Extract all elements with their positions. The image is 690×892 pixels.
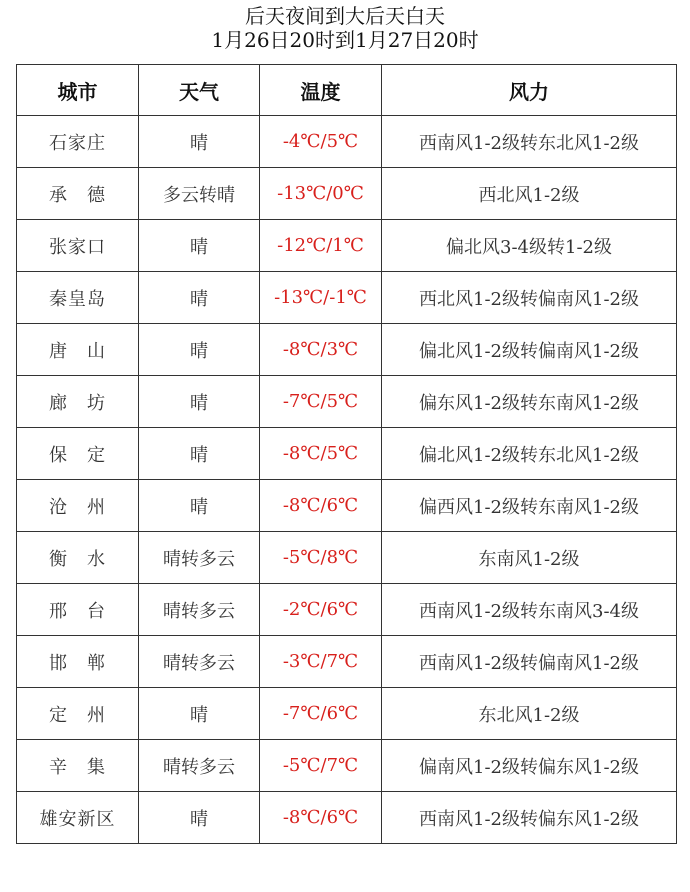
city-cell: 辛 集 [17, 740, 139, 792]
city-cell: 沧 州 [17, 480, 139, 532]
table-row [17, 168, 677, 220]
temperature-cell: -5℃/8℃ [260, 532, 382, 584]
temperature-cell: -8℃/6℃ [260, 480, 382, 532]
city-cell: 邢 台 [17, 584, 139, 636]
weather-cell: 晴 [139, 688, 260, 740]
city-cell: 雄安新区 [17, 792, 139, 844]
wind-cell: 偏北风3-4级转1-2级 [382, 220, 677, 272]
wind-cell: 偏北风1-2级转偏南风1-2级 [382, 324, 677, 376]
weather-cell: 晴 [139, 220, 260, 272]
column-header-wind: 风力 [382, 65, 677, 116]
table-row [17, 636, 677, 688]
city-cell: 廊 坊 [17, 376, 139, 428]
wind-cell: 偏东风1-2级转东南风1-2级 [382, 376, 677, 428]
forecast-header [0, 4, 690, 52]
weather-cell: 晴 [139, 480, 260, 532]
city-cell: 邯 郸 [17, 636, 139, 688]
city-cell: 唐 山 [17, 324, 139, 376]
city-cell: 秦皇岛 [17, 272, 139, 324]
wind-cell: 东北风1-2级 [382, 688, 677, 740]
temperature-cell: -8℃/5℃ [260, 428, 382, 480]
table-row [17, 584, 677, 636]
table-body [17, 116, 677, 844]
table-row [17, 428, 677, 480]
table-row [17, 116, 677, 168]
wind-cell: 偏南风1-2级转偏东风1-2级 [382, 740, 677, 792]
forecast-title: 后天夜间到大后天白天 [245, 4, 445, 28]
wind-cell: 西南风1-2级转东北风1-2级 [382, 116, 677, 168]
weather-cell: 晴 [139, 792, 260, 844]
table-row [17, 792, 677, 844]
weather-cell: 晴 [139, 376, 260, 428]
table-row [17, 376, 677, 428]
temperature-cell: -8℃/3℃ [260, 324, 382, 376]
city-cell: 衡 水 [17, 532, 139, 584]
table-row [17, 688, 677, 740]
column-header-temperature: 温度 [260, 65, 382, 116]
city-cell: 石家庄 [17, 116, 139, 168]
weather-cell: 晴 [139, 324, 260, 376]
table-row [17, 532, 677, 584]
weather-cell: 晴 [139, 272, 260, 324]
city-cell: 承 德 [17, 168, 139, 220]
temperature-cell: -13℃/-1℃ [260, 272, 382, 324]
city-cell: 保 定 [17, 428, 139, 480]
table-row [17, 480, 677, 532]
table-row [17, 220, 677, 272]
city-cell: 定 州 [17, 688, 139, 740]
table-header [17, 65, 677, 116]
temperature-cell: -3℃/7℃ [260, 636, 382, 688]
wind-cell: 偏北风1-2级转东北风1-2级 [382, 428, 677, 480]
table-row [17, 272, 677, 324]
city-cell: 张家口 [17, 220, 139, 272]
temperature-cell: -7℃/5℃ [260, 376, 382, 428]
temperature-cell: -2℃/6℃ [260, 584, 382, 636]
forecast-table [16, 64, 677, 844]
wind-cell: 西北风1-2级 [382, 168, 677, 220]
weather-cell: 晴 [139, 116, 260, 168]
weather-cell: 晴转多云 [139, 532, 260, 584]
weather-cell: 晴 [139, 428, 260, 480]
wind-cell: 西北风1-2级转偏南风1-2级 [382, 272, 677, 324]
table-row [17, 324, 677, 376]
temperature-cell: -8℃/6℃ [260, 792, 382, 844]
wind-cell: 偏西风1-2级转东南风1-2级 [382, 480, 677, 532]
column-header-city: 城市 [17, 65, 139, 116]
temperature-cell: -12℃/1℃ [260, 220, 382, 272]
temperature-cell: -5℃/7℃ [260, 740, 382, 792]
wind-cell: 东南风1-2级 [382, 532, 677, 584]
weather-cell: 多云转晴 [139, 168, 260, 220]
weather-cell: 晴转多云 [139, 740, 260, 792]
column-header-weather: 天气 [139, 65, 260, 116]
temperature-cell: -13℃/0℃ [260, 168, 382, 220]
weather-cell: 晴转多云 [139, 584, 260, 636]
wind-cell: 西南风1-2级转东南风3-4级 [382, 584, 677, 636]
table-row [17, 740, 677, 792]
weather-cell: 晴转多云 [139, 636, 260, 688]
header-row [17, 65, 677, 116]
temperature-cell: -7℃/6℃ [260, 688, 382, 740]
wind-cell: 西南风1-2级转偏东风1-2级 [382, 792, 677, 844]
forecast-time-range: 1月26日20时到1月27日20时 [211, 28, 479, 52]
wind-cell: 西南风1-2级转偏南风1-2级 [382, 636, 677, 688]
temperature-cell: -4℃/5℃ [260, 116, 382, 168]
